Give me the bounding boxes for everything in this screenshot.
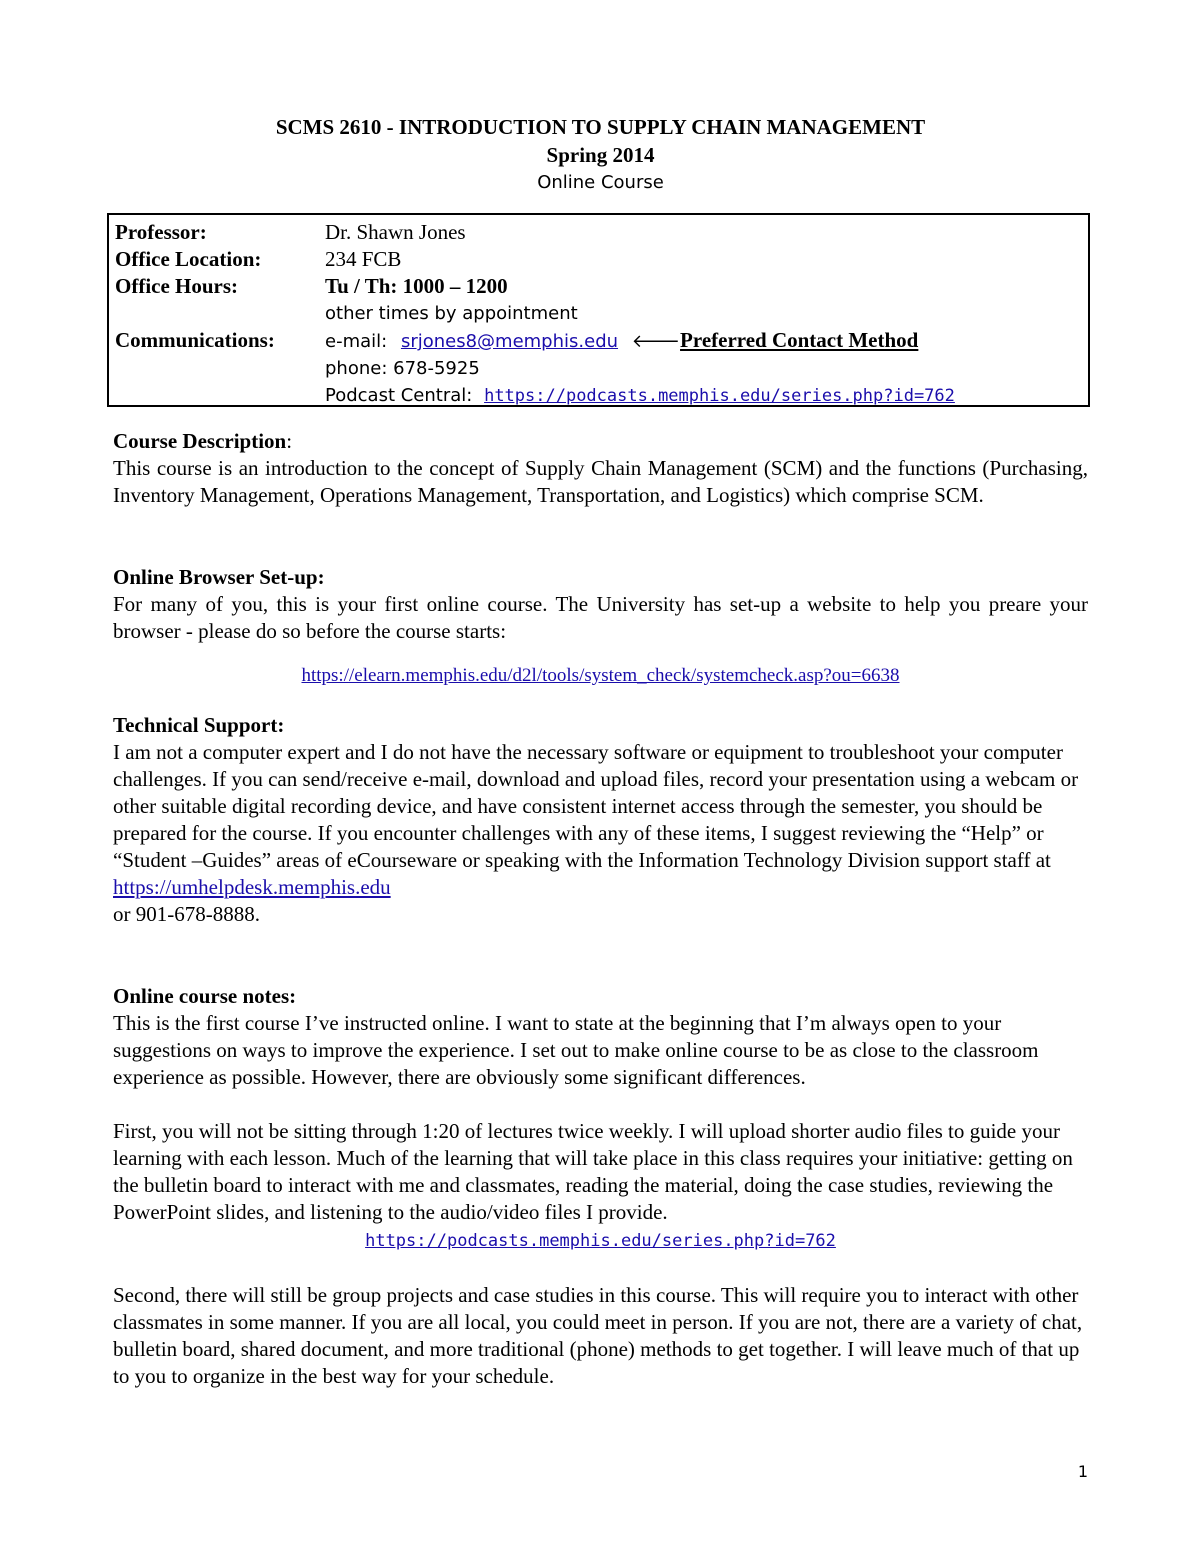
online-notes-para3: Second, there will still be group projects and case studies in this course. This will require you to interact with other classmates in some manner. If you are all local, you could meet in person. If you are not, there are a variety of chat, bulletin board, shared document, and more traditional (phone) methods to get together. I will leave much of that up to you to organize in the best way for your schedule.: [113, 1283, 1083, 1388]
professor-name: Dr. Shawn Jones: [325, 220, 466, 244]
browser-setup-body: For many of you, this is your first online course. The University has set-up a website to help you preare your browser - please do so before the course starts:: [113, 592, 1088, 643]
professor-label: Professor:: [115, 220, 207, 244]
course-term: Spring 2014: [546, 143, 655, 167]
page-number: 1: [1077, 1462, 1088, 1481]
left-arrow-icon: 🡐: [631, 331, 681, 352]
office-location-value: 234 FCB: [325, 247, 402, 271]
browser-setup-heading: Online Browser Set-up:: [113, 565, 325, 589]
technical-support-section: [113, 712, 1088, 928]
technical-support-text: I am not a computer expert and I do not have the necessary software or equipment to troubleshoot your computer challenges. If you can send/receive e-mail, download and upload files, record your presentation using a webcam or other suitable digital recording device, and have consistent internet access through the semester, you should be prepared for the course. If you encounter challenges with any of these items, I suggest reviewing the “Help” or “Student –Guides” areas of eCourseware or speaking with the Information Technology Division support staff at: [113, 740, 1079, 872]
empty-label: [115, 300, 325, 327]
browser-setup-link-line: [113, 662, 1088, 689]
podcast-series-link[interactable]: https://podcasts.memphis.edu/series.php?id=762: [365, 1231, 836, 1251]
email-prefix: e-mail:: [325, 331, 388, 352]
course-description-heading-line: [113, 428, 1088, 455]
course-format: Online Course: [537, 172, 664, 193]
office-location-label: Office Location:: [115, 247, 262, 271]
podcast-link[interactable]: https://podcasts.memphis.edu/series.php?id=762: [484, 386, 955, 406]
office-hours-value: Tu / Th: 1000 – 1200: [325, 274, 508, 298]
document-header: [113, 113, 1088, 197]
podcast-prefix: Podcast Central:: [325, 385, 473, 406]
empty-label: [115, 382, 325, 410]
technical-support-tail: or 901-678-8888.: [113, 902, 260, 926]
office-hours-note: other times by appointment: [325, 303, 578, 324]
office-hours-row: [115, 273, 1082, 300]
office-location-row: [115, 246, 1082, 273]
online-notes-para2: First, you will not be sitting through 1:20 of lectures twice weekly. I will upload shorter audio files to guide your learning with each lesson. Much of the learning that will take place in this class requires your initiative: getting on the bulletin board to interact with me and classmates, reading the material, doing the case studies, reviewing the PowerPoint slides, and listening to the audio/video files I provide.: [113, 1119, 1073, 1224]
podcast-row: [115, 382, 1082, 410]
online-notes-para1: This is the first course I’ve instructed online. I want to state at the beginning that I’m always open to your suggestions on ways to improve the experience. I set out to make online course to be as close to the classroom experience as possible. However, there are obviously some significant differences.: [113, 1011, 1039, 1089]
browser-setup-section: [113, 564, 1088, 689]
email-line: [325, 327, 1082, 355]
instructor-info-box: [107, 213, 1090, 407]
office-hours-note-row: [115, 300, 1082, 327]
system-check-link[interactable]: https://elearn.memphis.edu/d2l/tools/system_check/systemcheck.asp?ou=6638: [301, 665, 900, 686]
office-hours-label: Office Hours:: [115, 274, 239, 298]
preferred-contact-method: Preferred Contact Method: [680, 328, 919, 352]
empty-label: [115, 355, 325, 382]
online-notes-heading: Online course notes:: [113, 984, 297, 1008]
professor-row: [115, 219, 1082, 246]
communications-label: Communications:: [115, 328, 275, 352]
course-title: SCMS 2610 - INTRODUCTION TO SUPPLY CHAIN MANAGEMENT: [275, 115, 926, 139]
email-link[interactable]: srjones8@memphis.edu: [400, 331, 619, 352]
phone-row: [115, 355, 1082, 382]
online-notes-section: [113, 983, 1088, 1390]
course-description-body: This course is an introduction to the concept of Supply Chain Management (SCM) and the functions (Purchasing, Inventory Management, Operations Management, Transportation, and Logistics) which comprise SCM.: [113, 456, 1088, 507]
technical-support-heading: Technical Support:: [113, 713, 285, 737]
course-description-colon: :: [286, 429, 293, 453]
technical-support-body: [113, 739, 1088, 928]
course-description-section: [113, 428, 1088, 509]
podcast-line: [325, 382, 1082, 410]
communications-row: [115, 327, 1082, 355]
phone-value: phone: 678-5925: [325, 358, 480, 379]
online-notes-link-line: [113, 1226, 1088, 1255]
course-description-heading: Course Description: [113, 429, 287, 453]
helpdesk-link[interactable]: https://umhelpdesk.memphis.edu: [113, 875, 391, 899]
